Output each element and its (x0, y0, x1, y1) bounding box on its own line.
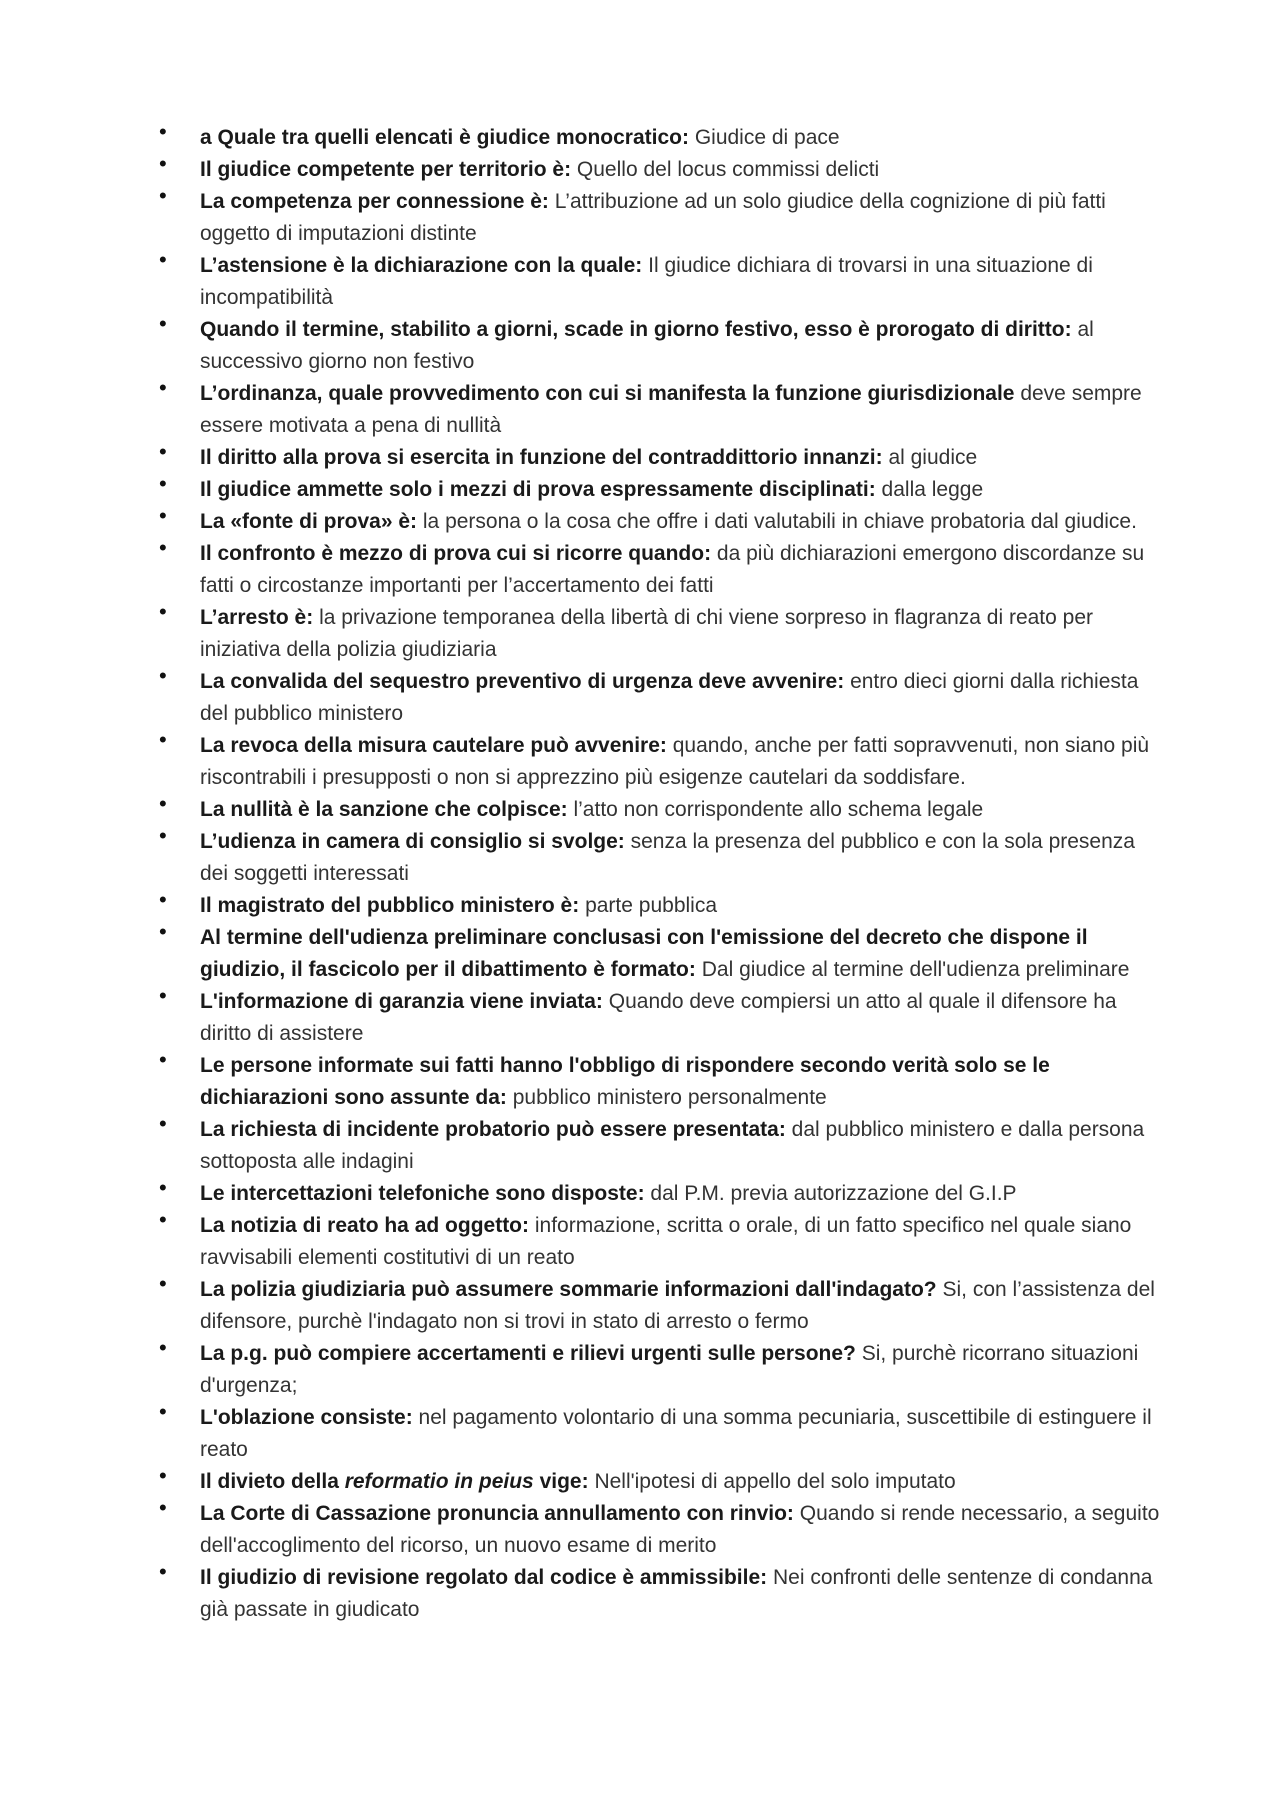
list-item (159, 887, 1160, 922)
list-item (159, 311, 1160, 378)
answer-text: l’atto non corrispondente allo schema legale (573, 798, 984, 821)
bullet-icon: • (159, 535, 167, 560)
bullet-icon: • (159, 1111, 167, 1136)
qa-bullet-list (0, 119, 1160, 1626)
list-item (159, 983, 1160, 1050)
list-item (159, 1047, 1160, 1114)
answer-text: informazione, scritta o orale, di un fatto specifico nel quale siano ravvisabili elementi costitutivi di un reato (200, 1214, 1132, 1269)
answer-text: quando, anche per fatti sopravvenuti, non siano più riscontrabili i presupposti o non si apprezzino più esigenze cautelari da soddisfare. (200, 734, 1150, 789)
answer-text: deve sempre essere motivata a pena di nullità (200, 382, 1142, 437)
answer-text: Si, purchè ricorrano situazioni d'urgenza; (200, 1342, 1139, 1397)
list-item (159, 151, 1160, 186)
question-text-part: Il divieto della (200, 1470, 345, 1493)
list-item (159, 1559, 1160, 1626)
bullet-icon: • (159, 1399, 167, 1424)
list-item (159, 119, 1160, 154)
question-text: L’arresto è: (200, 606, 314, 629)
answer-text: Quello del locus commissi delicti (576, 158, 880, 181)
bullet-icon: • (159, 247, 167, 272)
answer-text: dal pubblico ministero e dalla persona sottoposta alle indagini (200, 1118, 1145, 1173)
list-item (159, 919, 1160, 986)
answer-text: parte pubblica (585, 894, 718, 917)
list-item (159, 1207, 1160, 1274)
bullet-icon: • (159, 727, 167, 752)
question-text: Il giudice competente per territorio è: (200, 158, 572, 181)
bullet-icon: • (159, 1559, 167, 1584)
question-text: La revoca della misura cautelare può avvenire: (200, 734, 667, 757)
list-item (159, 471, 1160, 506)
list-item (159, 823, 1160, 890)
answer-text: Si, con l’assistenza del difensore, purchè l'indagato non si trovi in stato di arresto o fermo (200, 1278, 1155, 1333)
question-text: La richiesta di incidente probatorio può essere presentata: (200, 1118, 786, 1141)
question-text: La convalida del sequestro preventivo di urgenza deve avvenire: (200, 670, 845, 693)
answer-text: entro dieci giorni dalla richiesta del pubblico ministero (200, 670, 1139, 725)
bullet-icon: • (159, 311, 167, 336)
answer-text: Nei confronti delle sentenze di condanna già passate in giudicato (200, 1566, 1153, 1621)
answer-text: dalla legge (881, 478, 984, 501)
answer-text: senza la presenza del pubblico e con la sola presenza dei soggetti interessati (200, 830, 1135, 885)
bullet-icon: • (159, 1207, 167, 1232)
bullet-icon: • (159, 375, 167, 400)
answer-text: al giudice (888, 446, 978, 469)
question-text: La competenza per connessione è: (200, 190, 549, 213)
answer-text: Quando deve compiersi un atto al quale il difensore ha diritto di assistere (200, 990, 1117, 1045)
question-text: a Quale tra quelli elencati è giudice monocratico: (200, 126, 689, 149)
list-item (159, 375, 1160, 442)
question-text: Il giudizio di revisione regolato dal codice è ammissibile: (200, 1566, 768, 1589)
list-item (159, 791, 1160, 826)
list-item (159, 503, 1160, 538)
question-text: Le persone informate sui fatti hanno l'obbligo di rispondere secondo verità solo se le dichiarazioni sono assunte da: (200, 1054, 1050, 1109)
list-item (159, 663, 1160, 730)
list-item (159, 1175, 1160, 1210)
bullet-icon: • (159, 919, 167, 944)
bullet-icon: • (159, 1047, 167, 1072)
question-text: Quando il termine, stabilito a giorni, scade in giorno festivo, esso è prorogato di diritto: (200, 318, 1072, 341)
bullet-icon: • (159, 1271, 167, 1296)
list-item (159, 1463, 1160, 1498)
answer-text: Dal giudice al termine dell'udienza preliminare (701, 958, 1130, 981)
question-text: L'oblazione consiste: (200, 1406, 413, 1429)
question-text: Il diritto alla prova si esercita in funzione del contraddittorio innanzi: (200, 446, 883, 469)
question-text: Il magistrato del pubblico ministero è: (200, 894, 580, 917)
list-item (159, 183, 1160, 250)
answer-text: dal P.M. previa autorizzazione del G.I.P (650, 1182, 1017, 1205)
question-text-part: vige: (533, 1470, 589, 1493)
question-text: L’astensione è la dichiarazione con la quale: (200, 254, 643, 277)
bullet-icon: • (159, 119, 167, 144)
list-item (159, 1495, 1160, 1562)
bullet-icon: • (159, 151, 167, 176)
answer-text: nel pagamento volontario di una somma pecuniaria, suscettibile di estinguere il reato (200, 1406, 1152, 1461)
bullet-icon: • (159, 983, 167, 1008)
question-text: La «fonte di prova» è: (200, 510, 418, 533)
question-text: La polizia giudiziaria può assumere sommarie informazioni dall'indagato? (200, 1278, 937, 1301)
answer-text: la persona o la cosa che offre i dati valutabili in chiave probatoria dal giudice. (422, 510, 1137, 533)
list-item (159, 1111, 1160, 1178)
list-item (159, 1271, 1160, 1338)
bullet-icon: • (159, 1335, 167, 1360)
bullet-icon: • (159, 791, 167, 816)
list-item (159, 439, 1160, 474)
list-item (159, 247, 1160, 314)
question-text: Il giudice ammette solo i mezzi di prova espressamente disciplinati: (200, 478, 876, 501)
bullet-icon: • (159, 663, 167, 688)
question-text-emphasis: reformatio in peius (344, 1470, 534, 1493)
list-item (159, 535, 1160, 602)
question-text: La p.g. può compiere accertamenti e rilievi urgenti sulle persone? (200, 1342, 856, 1365)
answer-text: pubblico ministero personalmente (512, 1086, 827, 1109)
question-text: La Corte di Cassazione pronuncia annullamento con rinvio: (200, 1502, 794, 1525)
question-text: L’udienza in camera di consiglio si svolge: (200, 830, 625, 853)
question-text (200, 1470, 589, 1493)
bullet-icon: • (159, 1175, 167, 1200)
bullet-icon: • (159, 183, 167, 208)
answer-text: la privazione temporanea della libertà di chi viene sorpreso in flagranza di reato per iniziativa della polizia giudiziaria (200, 606, 1094, 661)
question-text: Le intercettazioni telefoniche sono disposte: (200, 1182, 645, 1205)
list-item (159, 1335, 1160, 1402)
list-item (159, 727, 1160, 794)
question-text: Il confronto è mezzo di prova cui si ricorre quando: (200, 542, 712, 565)
answer-text: Giudice di pace (694, 126, 840, 149)
answer-text: da più dichiarazioni emergono discordanze su fatti o circostanze importanti per l’accertamento dei fatti (200, 542, 1145, 597)
question-text: Al termine dell'udienza preliminare conclusasi con l'emissione del decreto che dispone il giudizio, il fascicolo per il dibattimento è formato: (200, 926, 1088, 981)
answer-text: L’attribuzione ad un solo giudice della cognizione di più fatti oggetto di imputazioni distinte (200, 190, 1106, 245)
bullet-icon: • (159, 887, 167, 912)
bullet-icon: • (159, 439, 167, 464)
bullet-icon: • (159, 471, 167, 496)
list-item (159, 1399, 1160, 1466)
bullet-icon: • (159, 823, 167, 848)
answer-text: Nell'ipotesi di appello del solo imputato (594, 1470, 956, 1493)
bullet-icon: • (159, 1495, 167, 1520)
answer-text: Quando si rende necessario, a seguito dell'accoglimento del ricorso, un nuovo esame di merito (200, 1502, 1160, 1557)
question-text: L’ordinanza, quale provvedimento con cui si manifesta la funzione giurisdizionale (200, 382, 1015, 405)
question-text: La notizia di reato ha ad oggetto: (200, 1214, 530, 1237)
answer-text: al successivo giorno non festivo (200, 318, 1094, 373)
question-text: La nullità è la sanzione che colpisce: (200, 798, 568, 821)
list-item (159, 599, 1160, 666)
bullet-icon: • (159, 1463, 167, 1488)
bullet-icon: • (159, 599, 167, 624)
bullet-icon: • (159, 503, 167, 528)
answer-text: Il giudice dichiara di trovarsi in una situazione di incompatibilità (200, 254, 1093, 309)
question-text: L'informazione di garanzia viene inviata: (200, 990, 603, 1013)
